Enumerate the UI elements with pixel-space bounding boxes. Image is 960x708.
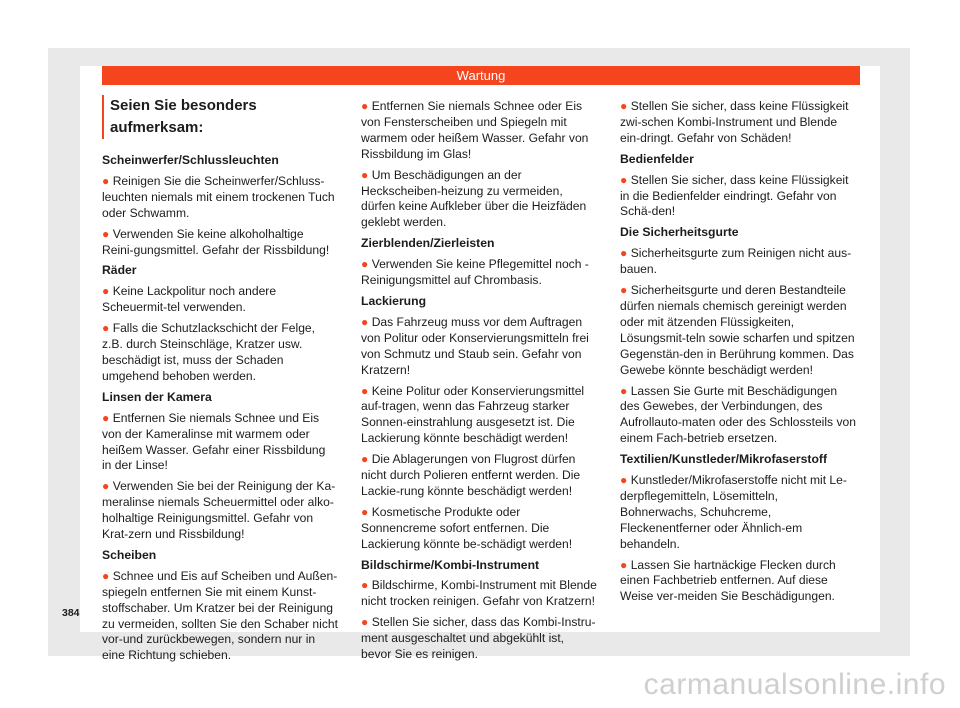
bullet-icon: ● <box>102 479 110 494</box>
list-item: ● Lassen Sie hartnäckige Flecken durch einen Fachbetrieb entfernen. Auf diese Weise ver-meiden Sie Beschädigungen. <box>620 557 836 604</box>
list-item: ● Keine Lackpolitur noch andere Scheuermit-tel verwenden. <box>102 284 277 315</box>
list-item: ● Verwenden Sie bei der Reinigung der Ka-meralinse niemals Scheuermittel oder alko-holhaltige Reinigungsmittel. Gefahr von Krat-zern und Rissbildung! <box>102 479 336 542</box>
subheading-bedienfelder: Bedienfelder <box>620 151 694 166</box>
bullet-icon: ● <box>620 473 628 488</box>
subheading-raeder: Räder <box>102 263 137 278</box>
list-item: ● Das Fahrzeug muss vor dem Auftragen von Politur oder Konservierungsmitteln frei von Schmutz und Staub sein. Gefahr von Kratzern! <box>361 314 589 377</box>
subheading-scheinwerfer: Scheinwerfer/Schlussleuchten <box>102 153 279 167</box>
list-item: ● Falls die Schutzlackschicht der Felge, z.B. durch Steinschläge, Kratzer usw. beschädigt ist, muss der Schaden umgehend behoben werden. <box>102 321 316 383</box>
subheading-textilien: Textilien/Kunstleder/Mikrofaserstoff <box>620 452 828 467</box>
bullet-icon: ● <box>361 504 369 519</box>
list-item: ● Um Beschädigungen an der Heckscheiben-heizung zu vermeiden, dürfen keine Aufkleber über die Heizfäden geklebt werden. <box>361 167 587 230</box>
list-item: ● Stellen Sie sicher, dass keine Flüssigkeit zwi-schen Kombi-Instrument und Blende ein-dringt. Gefahr von Schäden! <box>620 99 849 145</box>
bullet-icon: ● <box>102 568 110 583</box>
bullet-icon: ● <box>620 246 628 261</box>
list-item: ● Kunstleder/Mikrofaserstoffe nicht mit Le-derpflegemitteln, Lösemitteln, Bohnerwachs, Schuhcreme, Fleckenentferner oder Ähnlich-em behandeln. <box>620 473 847 551</box>
page-number: 384 <box>62 607 80 619</box>
bullet-icon: ● <box>102 284 110 299</box>
bullet-icon: ● <box>361 99 369 113</box>
section-banner: Wartung <box>102 66 860 85</box>
bullet-icon: ● <box>620 557 628 572</box>
subheading-scheiben: Scheiben <box>102 547 157 562</box>
list-item: ● Verwenden Sie keine Pflegemittel noch -Reinigungsmittel auf Chrombasis. <box>361 257 589 288</box>
bullet-icon: ● <box>361 578 369 593</box>
bullet-icon: ● <box>102 173 110 188</box>
bullet-icon: ● <box>620 283 628 298</box>
bullet-icon: ● <box>620 172 628 187</box>
list-item: ● Bildschirme, Kombi-Instrument mit Blende nicht trocken reinigen. Gefahr von Kratzern! <box>361 578 597 609</box>
subheading-lackierung: Lackierung <box>361 293 427 308</box>
bullet-icon: ● <box>620 99 628 113</box>
list-item: ● Schnee und Eis auf Scheiben und Außen-spiegeln entfernen Sie mit einem Kunst-stoffschaber. Um Kratzer bei der Reinigung zu vermeiden, sollten Sie den Schaber nicht vor-und zurückbewegen, sondern nur in eine Richtung schieben. <box>102 568 338 663</box>
subheading-linsen: Linsen der Kamera <box>102 389 212 404</box>
watermark: carmanualsonline.info <box>643 668 946 701</box>
bullet-icon: ● <box>361 314 369 329</box>
list-item: ● Stellen Sie sicher, dass das Kombi-Instru-ment ausgeschaltet und abgekühlt ist, bevor Sie es reinigen. <box>361 615 596 662</box>
list-item: ● Lassen Sie Gurte mit Beschädigungen des Gewebes, der Verbindungen, des Aufrollauto-maten oder des Schlossteils von einem Fach-betrieb ersetzen. <box>620 383 856 446</box>
list-item: ● Verwenden Sie keine alkoholhaltige Reini-gungsmittel. Gefahr der Rissbildung! <box>102 226 330 257</box>
list-item: ● Keine Politur oder Konservierungsmittel auf-tragen, wenn das Fahrzeug starker Sonnen-einstrahlung ausgesetzt ist. Die Lackierung könnte beschädigt werden! <box>361 383 585 446</box>
list-item: ● Sicherheitsgurte zum Reinigen nicht aus-bauen. <box>620 246 852 277</box>
list-item: ● Sicherheitsgurte und deren Bestandteile dürfen niemals chemisch gereinigt werden oder mit ätzenden Flüssigkeiten, Lösungsmit-teln sowie scharfen und spitzen Gegenstän-den in Berührung kommen. Das Gewebe könnte beschädigt werden! <box>620 283 855 377</box>
bullet-icon: ● <box>361 383 369 398</box>
bullet-icon: ● <box>102 226 110 241</box>
subheading-zierblenden: Zierblenden/Zierleisten <box>361 236 495 251</box>
bullet-icon: ● <box>620 383 628 398</box>
bullet-icon: ● <box>361 452 369 467</box>
bullet-icon: ● <box>102 410 110 425</box>
column-1 <box>102 95 338 669</box>
bullet-icon: ● <box>361 257 369 272</box>
subheading-bildschirme: Bildschirme/Kombi-Instrument <box>361 557 540 572</box>
list-item: ● Entfernen Sie niemals Schnee und Eis von der Kameralinse mit warmem oder heißem Wasser. Gefahr einer Rissbildung in der Linse! <box>102 410 326 473</box>
bullet-icon: ● <box>361 615 369 630</box>
column-3 <box>620 99 856 610</box>
bullet-icon: ● <box>102 321 110 336</box>
list-item: ● Kosmetische Produkte oder Sonnencreme sofort entfernen. Die Lackierung könnte be-schädigt werden! <box>361 504 573 551</box>
list-item: ● Reinigen Sie die Scheinwerfer/Schluss-leuchten niemals mit einem trockenen Tuch oder Schwamm. <box>102 173 335 220</box>
list-item: ● Die Ablagerungen von Flugrost dürfen nicht durch Polieren entfernt werden. Die Lackie-rung könnte beschädigt werden! <box>361 452 581 498</box>
list-item: ● Stellen Sie sicher, dass keine Flüssigkeit in die Bedienfelder eindringt. Gefahr von Schä-den! <box>620 172 849 219</box>
page-heading: Seien Sie besonders aufmerksam: <box>102 95 338 139</box>
list-item: ● Entfernen Sie niemals Schnee oder Eis von Fensterscheiben und Spiegeln mit warmem oder heißem Wasser. Gefahr von Rissbildung im Glas! <box>361 99 589 161</box>
bullet-icon: ● <box>361 167 369 182</box>
column-2 <box>361 99 597 668</box>
subheading-sicherheitsgurte: Die Sicherheitsgurte <box>620 225 739 240</box>
